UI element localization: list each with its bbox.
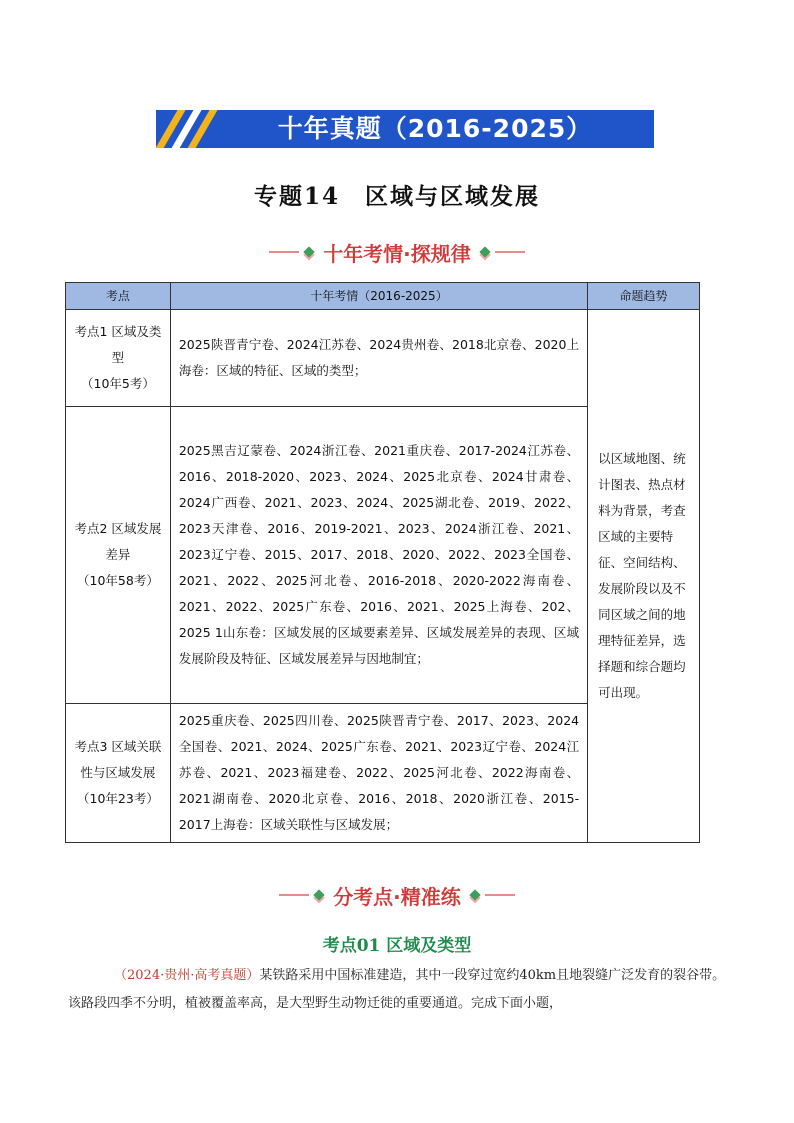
exam-trend-table bbox=[65, 282, 700, 843]
exam-content-cell: 2025黑吉辽蒙卷、2024浙江卷、2021重庆卷、2017-2024江苏卷、2016、2018-2020、2023、2024、2025北京卷、2024甘肃卷、2024广西卷、2021、2023、2024、2025湖北卷、2019、2022、2023天津卷、2016、2019-2021、2023、2024浙江卷、2021、2023辽宁卷、2015、2017、2018、2020、2022、2023全国卷、2021、2022、2025河北卷、2016-2018、2020-2022海南卷、2021、2022、2025广东卷、2016、2021、2025上海卷、202、2025 1山东卷：区域发展的区域要素差异、区域发展差异的表现、区域发展阶段及特征、区域发展差异与因地制宜； bbox=[170, 407, 587, 704]
exam-content-cell: 2025陕晋青宁卷、2024江苏卷、2024贵州卷、2018北京卷、2020上海卷：区域的特征、区域的类型； bbox=[170, 310, 587, 407]
exam-point-cell bbox=[66, 407, 171, 704]
section-heading-practice bbox=[0, 881, 794, 909]
exam-point-name: 考点3 区域关联性与区域发展 bbox=[74, 739, 162, 780]
question-text: 某铁路采用中国标准建造，其中一段穿过宽约40km且地裂缝广泛发育的裂谷带。该路段四季不分明，植被覆盖率高，是大型野生动物迁徙的重要通道。完成下面小题， bbox=[68, 968, 726, 1011]
trend-cell: 以区域地图、统计图表、热点材料为背景，考查区域的主要特征、空间结构、发展阶段以及不同区域之间的地理特征差异，选择题和综合题均可出现。 bbox=[588, 310, 700, 843]
exam-point-count: （10年58考） bbox=[77, 573, 159, 588]
diamond-icon bbox=[314, 889, 325, 900]
diamond-icon bbox=[479, 246, 490, 257]
section-title: 十年考情·探规律 bbox=[323, 241, 471, 266]
exam-point-cell bbox=[66, 310, 171, 407]
diamond-icon bbox=[304, 246, 315, 257]
exam-point-cell bbox=[66, 704, 171, 843]
exam-content-cell: 2025重庆卷、2025四川卷、2025陕晋青宁卷、2017、2023、2024全国卷、2021、2024、2025广东卷、2021、2023辽宁卷、2024江苏卷、2021、2023福建卷、2022、2025河北卷、2022海南卷、2021湖南卷、2020北京卷、2016、2018、2020浙江卷、2015-2017上海卷：区域关联性与区域发展； bbox=[170, 704, 587, 843]
topic-title: 专题14 区域与区域发展 bbox=[253, 183, 540, 210]
diamond-icon bbox=[469, 889, 480, 900]
question-stem bbox=[68, 962, 728, 1018]
section-heading-trends bbox=[0, 238, 794, 266]
table-header-row bbox=[66, 283, 700, 310]
exam-point-heading: 考点01 区域及类型 bbox=[322, 936, 472, 956]
column-header: 命题趋势 bbox=[588, 283, 700, 310]
divider-line bbox=[495, 251, 525, 253]
question-source: （2024·贵州·高考真题） bbox=[114, 968, 260, 983]
banner-title: 十年真题（2016-2025） bbox=[277, 114, 593, 143]
exam-point-count: （10年23考） bbox=[77, 791, 159, 806]
exam-point-name: 考点1 区域及类型 bbox=[74, 324, 162, 365]
divider-line bbox=[279, 894, 309, 896]
section-title: 分考点·精准练 bbox=[333, 884, 461, 909]
table-row bbox=[66, 310, 700, 407]
exam-point-count: （10年5考） bbox=[81, 376, 155, 391]
divider-line bbox=[269, 251, 299, 253]
column-header: 考点 bbox=[66, 283, 171, 310]
title-banner bbox=[156, 110, 654, 148]
exam-point-name: 考点2 区域发展差异 bbox=[74, 521, 162, 562]
column-header: 十年考情（2016-2025） bbox=[170, 283, 587, 310]
divider-line bbox=[485, 894, 515, 896]
